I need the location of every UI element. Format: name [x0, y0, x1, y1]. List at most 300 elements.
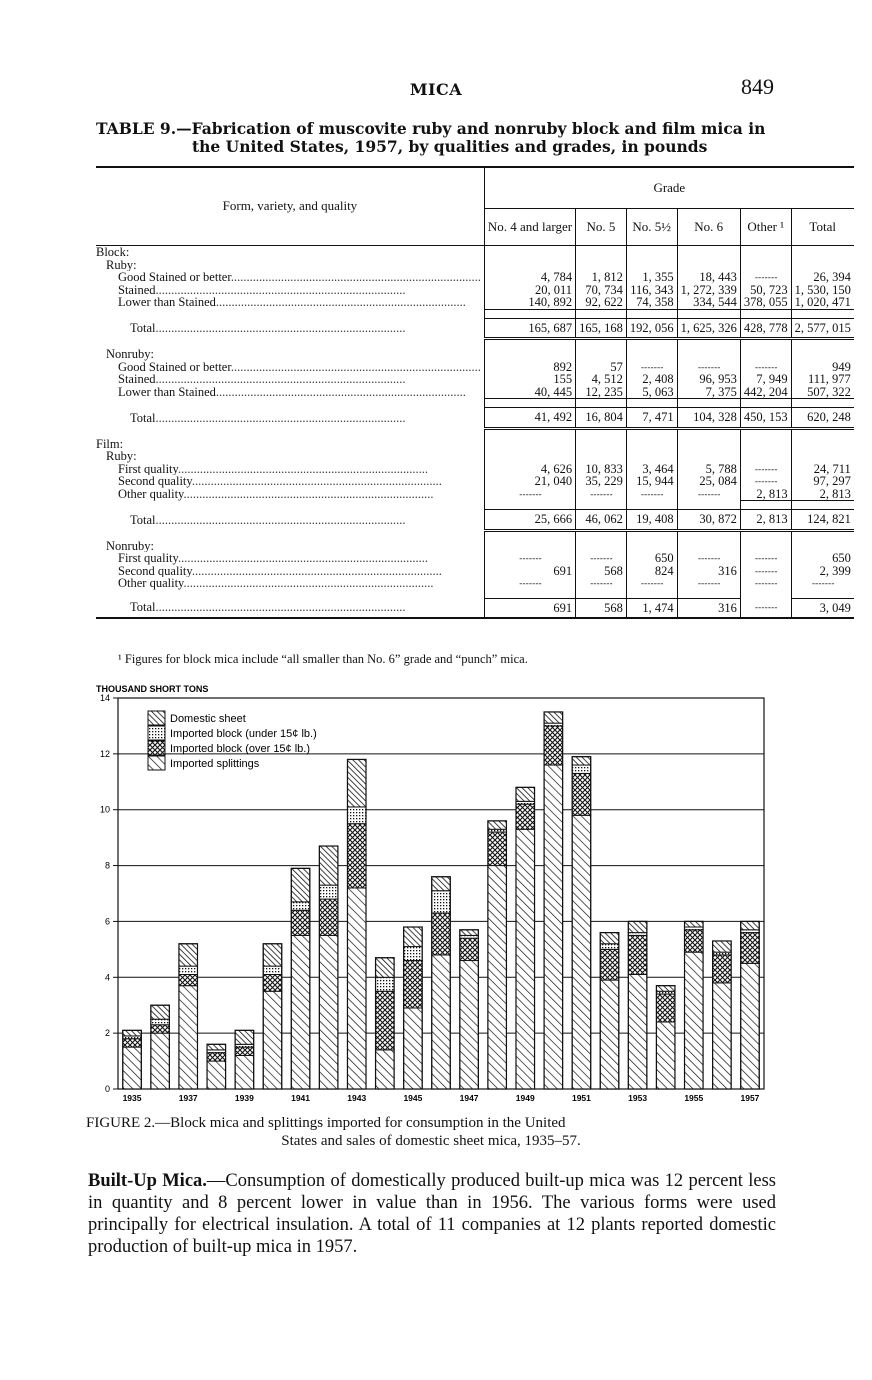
value-cell: 12, 235 [576, 386, 627, 399]
empty-cell: - - - - - - - [740, 552, 791, 565]
data-row [96, 488, 854, 501]
row-label-text: Total [130, 600, 156, 615]
bar-segment [207, 1053, 226, 1061]
bar-segment [123, 1030, 142, 1036]
x-tick-label: 1945 [403, 1093, 423, 1103]
bar-segment [263, 974, 282, 991]
bar-segment [572, 815, 591, 1089]
legend-swatch [148, 756, 165, 770]
row-label-text: Second quality [118, 564, 192, 577]
row-label-text: Total [130, 410, 156, 425]
leader-dots: ................................................................................ [155, 373, 406, 386]
spacer-row [96, 339, 854, 349]
bar-segment [713, 955, 732, 983]
empty-cell: - - - - - - - [576, 577, 627, 590]
leader-dots: ................................................................................ [177, 462, 428, 475]
bar-segment [319, 899, 338, 935]
bar-segment [235, 1030, 254, 1044]
leader-dots: ................................................................................ [230, 360, 481, 373]
bar-segment [179, 986, 198, 1089]
row-label [96, 318, 484, 339]
bar-segment [291, 910, 310, 935]
value-cell: 2, 577, 015 [791, 318, 854, 339]
value-cell: 5, 788 [677, 463, 740, 476]
value-cell: 1, 530, 150 [791, 284, 854, 297]
x-tick-label: 1943 [347, 1093, 367, 1103]
value-cell: 111, 977 [791, 373, 854, 386]
value-cell: 116, 343 [626, 284, 677, 297]
bar-segment [291, 935, 310, 1089]
empty-cell: - - - - - - - [740, 565, 791, 578]
bar-segment [291, 868, 310, 902]
value-cell: 2, 813 [740, 488, 791, 501]
bar-segment [460, 961, 479, 1089]
row-label [96, 271, 484, 284]
data-row [96, 552, 854, 565]
row-label-text: First quality [118, 462, 178, 475]
row-label [96, 577, 484, 590]
value-cell: 46, 062 [576, 510, 627, 531]
value-cell: 97, 297 [791, 475, 854, 488]
row-label [96, 386, 484, 399]
bar-segment [376, 977, 395, 991]
bar-segment [432, 877, 451, 891]
value-cell: 1, 812 [576, 271, 627, 284]
value-cell: 442, 204 [740, 386, 791, 399]
paragraph-text: —Consumption of domestically produced built-up mica was 12 percent less in quantity and 8 percent lower in value than in 1956. The various forms were used principally for electrical insulation. A total of 11 companies at 12 plants reported domestic production of built-up mica in 1957. [88, 1171, 776, 1257]
row-label [96, 565, 484, 578]
value-cell: 92, 622 [576, 296, 627, 309]
grade-header: Grade [484, 167, 853, 209]
empty-cell: - - - - - - - [740, 271, 791, 284]
chart-svg [80, 680, 780, 1105]
column-header: Other ¹ [740, 209, 791, 246]
bar-segment [460, 938, 479, 960]
bar-segment [488, 832, 507, 866]
bar-segment [347, 807, 366, 824]
bar-segment [263, 991, 282, 1089]
figure-caption [86, 1114, 776, 1150]
row-label-text: Other quality [118, 577, 184, 590]
value-cell: 41, 492 [484, 408, 575, 429]
row-label [96, 552, 484, 565]
spacer-row [96, 590, 854, 599]
x-tick-label: 1951 [571, 1093, 591, 1103]
y-tick-label: 0 [104, 1084, 110, 1094]
bar-segment [600, 980, 619, 1089]
row-label-text: Stained [118, 283, 156, 296]
bar-segment [376, 958, 395, 978]
bar-segment [123, 1039, 142, 1047]
value-cell: 2, 813 [740, 510, 791, 531]
value-cell: 21, 040 [484, 475, 575, 488]
x-tick-label: 1941 [291, 1093, 311, 1103]
bar-segment [207, 1044, 226, 1050]
data-row [96, 361, 854, 374]
row-label [96, 361, 484, 374]
data-row [96, 386, 854, 399]
bar-segment [600, 944, 619, 950]
legend-label: Imported block (under 15¢ lb.) [170, 728, 317, 740]
bar-segment [741, 963, 760, 1089]
bar-segment [488, 821, 507, 829]
leader-dots: ................................................................................ [230, 271, 481, 284]
y-tick-label: 14 [99, 693, 110, 703]
leader-dots: ................................................................................ [155, 410, 406, 425]
bar-segment [741, 921, 760, 929]
leader-dots: ................................................................................ [215, 385, 466, 399]
bar-segment [572, 765, 591, 773]
row-label [96, 296, 484, 309]
value-cell: 20, 011 [484, 284, 575, 297]
bar-segment [600, 949, 619, 980]
value-cell: 57 [576, 361, 627, 374]
value-cell: 316 [677, 565, 740, 578]
bar-segment [376, 991, 395, 1050]
value-cell: 4, 626 [484, 463, 575, 476]
row-label-text: First quality [118, 552, 178, 565]
row-label-text: Other quality [118, 487, 184, 501]
leader-dots: ................................................................................ [183, 487, 434, 501]
value-cell: 824 [626, 565, 677, 578]
variety-row-label: Nonruby: [106, 539, 154, 552]
column-header: No. 5½ [626, 209, 677, 246]
column-header: No. 4 and larger [484, 209, 575, 246]
legend-label: Domestic sheet [170, 713, 246, 725]
row-label [96, 408, 484, 429]
bar-segment [544, 712, 563, 723]
empty-cell: - - - - - - - [626, 577, 677, 590]
leader-dots: ................................................................................ [191, 475, 442, 488]
chart-legend [148, 711, 317, 770]
bar-segment [432, 955, 451, 1089]
bar-segment [685, 930, 704, 952]
total-row [96, 598, 854, 618]
data-row [96, 463, 854, 476]
bar-segment [516, 829, 535, 1089]
table-body [96, 246, 854, 619]
bar-segment [516, 787, 535, 801]
bar-segment [347, 759, 366, 806]
empty-cell: - - - - - - - [740, 475, 791, 488]
value-cell: 3, 049 [791, 598, 854, 618]
y-axis-label: THOUSAND SHORT TONS [96, 684, 209, 694]
bar-segment [179, 944, 198, 966]
variety-row [96, 259, 854, 272]
value-cell: 691 [484, 598, 575, 618]
table-title [96, 120, 776, 156]
column-header: No. 6 [677, 209, 740, 246]
row-label [96, 373, 484, 386]
value-cell: 5, 063 [626, 386, 677, 399]
bar-segment [151, 1033, 170, 1089]
empty-cell: - - - - - - - [576, 488, 627, 501]
bar-segment [572, 757, 591, 765]
y-tick-label: 2 [104, 1028, 110, 1039]
data-row [96, 565, 854, 578]
bar-segment [713, 941, 732, 952]
data-row [96, 577, 854, 590]
bar-segment [179, 966, 198, 974]
legend-swatch [148, 711, 165, 725]
bar-segment [263, 944, 282, 966]
empty-cell: - - - - - - - [677, 577, 740, 590]
value-cell: 507, 322 [791, 386, 854, 399]
value-cell: 7, 471 [626, 408, 677, 429]
value-cell: 7, 375 [677, 386, 740, 399]
value-cell: 1, 474 [626, 598, 677, 618]
row-label [96, 488, 484, 501]
value-cell: 25, 666 [484, 510, 575, 531]
bar-segment [516, 804, 535, 829]
empty-cell: - - - - - - - [677, 361, 740, 374]
value-cell: 50, 723 [740, 284, 791, 297]
empty-cell: - - - - - - - [626, 488, 677, 501]
table-title-line-2: the United States, 1957, by qualities and grades, in pounds [192, 137, 708, 156]
value-cell: 568 [576, 565, 627, 578]
data-row [96, 284, 854, 297]
value-cell: 650 [791, 552, 854, 565]
row-label-text: Stained [118, 373, 156, 386]
value-cell: 4, 512 [576, 373, 627, 386]
value-cell: 74, 358 [626, 296, 677, 309]
data-row [96, 475, 854, 488]
value-cell: 334, 544 [677, 296, 740, 309]
x-tick-label: 1953 [628, 1093, 648, 1103]
row-label-text: Lower than Stained [118, 296, 216, 309]
empty-cell: - - - - - - - [576, 552, 627, 565]
value-cell: 2, 408 [626, 373, 677, 386]
value-cell: 691 [484, 565, 575, 578]
value-cell: 892 [484, 361, 575, 374]
value-cell: 428, 778 [740, 318, 791, 339]
bar-segment [432, 891, 451, 913]
bar-segment [123, 1047, 142, 1089]
row-label-text: Lower than Stained [118, 385, 216, 399]
form-row-label: Film: [96, 437, 124, 450]
value-cell: 140, 892 [484, 296, 575, 309]
empty-cell: - - - - - - - [484, 577, 575, 590]
value-cell: 25, 084 [677, 475, 740, 488]
variety-row [96, 348, 854, 361]
x-tick-label: 1955 [684, 1093, 704, 1103]
bar-segment [319, 935, 338, 1089]
page-header [96, 74, 776, 104]
bar-segment [404, 947, 423, 961]
x-tick-labels [123, 1093, 760, 1103]
value-cell: 1, 020, 471 [791, 296, 854, 309]
table-footnote: ¹ Figures for block mica include “all smaller than No. 6” grade and “punch” mica. [118, 652, 528, 666]
bar-segment [656, 994, 675, 1022]
bar-segment [628, 921, 647, 932]
empty-cell: - - - - - - - [484, 488, 575, 501]
row-label-text: Second quality [118, 475, 192, 488]
value-cell: 24, 711 [791, 463, 854, 476]
bar-segment [544, 726, 563, 765]
empty-cell: - - - - - - - [740, 598, 791, 618]
spacer-row [96, 501, 854, 510]
mica-import-chart [80, 680, 780, 1105]
running-title: MICA [409, 80, 463, 99]
row-label [96, 284, 484, 297]
legend-swatch [148, 726, 165, 740]
data-row [96, 296, 854, 309]
y-tick-label: 12 [99, 748, 110, 759]
value-cell: 650 [626, 552, 677, 565]
empty-cell: - - - - - - - [740, 577, 791, 590]
value-cell: 15, 944 [626, 475, 677, 488]
bar-segment [628, 974, 647, 1089]
legend-label: Imported block (over 15¢ lb.) [170, 743, 311, 755]
row-label [96, 463, 484, 476]
bar-segment [544, 765, 563, 1089]
leader-dots: ................................................................................ [191, 564, 442, 577]
total-row [96, 318, 854, 339]
bar-segment [432, 913, 451, 955]
empty-cell: - - - - - - - [677, 552, 740, 565]
y-tick-label: 10 [99, 804, 110, 815]
y-tick-labels [100, 693, 110, 1094]
value-cell: 10, 833 [576, 463, 627, 476]
bar-segment [207, 1061, 226, 1089]
figure-caption-line-2: States and sales of domestic sheet mica, 1935–57. [281, 1133, 581, 1149]
variety-row-label: Ruby: [106, 450, 137, 463]
bar-segment [685, 952, 704, 1089]
bar-segment [628, 935, 647, 974]
bar-segment [404, 927, 423, 947]
row-label [96, 598, 484, 618]
value-cell: 26, 394 [791, 271, 854, 284]
variety-row [96, 540, 854, 553]
row-label [96, 510, 484, 531]
value-cell: 165, 168 [576, 318, 627, 339]
value-cell: 2, 813 [791, 488, 854, 501]
value-cell: 568 [576, 598, 627, 618]
bar-segment [572, 773, 591, 815]
bar-segment [151, 1019, 170, 1025]
spacer-row [96, 399, 854, 408]
x-tick-label: 1935 [122, 1093, 142, 1103]
column-header: Total [791, 209, 854, 246]
form-row-label: Block: [96, 245, 130, 259]
total-row [96, 408, 854, 429]
spacer-row [96, 309, 854, 318]
value-cell: 18, 443 [677, 271, 740, 284]
value-cell: 192, 056 [626, 318, 677, 339]
bar-segment [741, 933, 760, 964]
value-cell: 378, 055 [740, 296, 791, 309]
leader-dots: ................................................................................ [183, 577, 434, 590]
value-cell: 1, 272, 339 [677, 284, 740, 297]
value-cell: 450, 153 [740, 408, 791, 429]
bar-segment [600, 933, 619, 944]
total-row [96, 510, 854, 531]
empty-cell: - - - - - - - [626, 361, 677, 374]
value-cell: 2, 399 [791, 565, 854, 578]
bar-segment [235, 1047, 254, 1055]
y-tick-label: 4 [104, 972, 110, 983]
data-row [96, 373, 854, 386]
column-header: No. 5 [576, 209, 627, 246]
bar-segment [488, 866, 507, 1089]
stub-header: Form, variety, and quality [96, 167, 484, 246]
value-cell: 40, 445 [484, 386, 575, 399]
bar-segment [291, 902, 310, 910]
x-tick-label: 1949 [515, 1093, 535, 1103]
bar-segment [713, 983, 732, 1089]
spacer-row [96, 428, 854, 438]
y-tick-label: 6 [104, 916, 110, 927]
bar-segment [376, 1050, 395, 1089]
value-cell: 620, 248 [791, 408, 854, 429]
row-label [96, 475, 484, 488]
fabrication-table [96, 166, 854, 619]
x-tick-label: 1937 [178, 1093, 198, 1103]
spacer-row [96, 530, 854, 540]
legend-swatch [148, 741, 165, 755]
row-label-text: Total [130, 321, 156, 335]
bar-segment [151, 1005, 170, 1019]
value-cell: 7, 949 [740, 373, 791, 386]
value-cell: 30, 872 [677, 510, 740, 531]
data-row [96, 271, 854, 284]
row-label-text: Good Stained or better [118, 271, 231, 284]
table-title-line-1: TABLE 9.—Fabrication of muscovite ruby and nonruby block and film mica in [96, 119, 766, 138]
page-number: 849 [741, 74, 774, 99]
legend-label: Imported splittings [170, 758, 260, 770]
value-cell: 155 [484, 373, 575, 386]
bar-segment [656, 986, 675, 992]
bar-segment [235, 1055, 254, 1089]
empty-cell: - - - - - - - [484, 552, 575, 565]
variety-row [96, 450, 854, 463]
bar-segment [685, 921, 704, 927]
value-cell: 165, 687 [484, 318, 575, 339]
variety-row-label: Nonruby: [106, 348, 154, 361]
built-up-mica-paragraph [88, 1170, 776, 1258]
figure-caption-line-1: FIGURE 2.—Block mica and splittings imported for consumption in the United [86, 1115, 566, 1131]
bar-segment [319, 846, 338, 885]
bar-segment [347, 824, 366, 888]
bar-segment [656, 1022, 675, 1089]
value-cell: 35, 229 [576, 475, 627, 488]
value-cell: 70, 734 [576, 284, 627, 297]
form-row [96, 246, 854, 259]
leader-dots: ................................................................................ [177, 552, 428, 565]
bar-segment [263, 966, 282, 974]
value-cell: 124, 821 [791, 510, 854, 531]
empty-cell: - - - - - - - [740, 361, 791, 374]
empty-cell: - - - - - - - [677, 488, 740, 501]
value-cell: 4, 784 [484, 271, 575, 284]
x-tick-label: 1947 [459, 1093, 479, 1103]
value-cell: 16, 804 [576, 408, 627, 429]
leader-dots: ................................................................................ [155, 321, 406, 335]
value-cell: 104, 328 [677, 408, 740, 429]
bar-segment [179, 974, 198, 985]
leader-dots: ................................................................................ [155, 512, 406, 527]
value-cell: 3, 464 [626, 463, 677, 476]
bar-segment [460, 930, 479, 936]
x-tick-label: 1957 [740, 1093, 760, 1103]
bar-segment [319, 885, 338, 899]
bar-segment [347, 888, 366, 1089]
x-tick-label: 1939 [234, 1093, 254, 1103]
row-label-text: Good Stained or better [118, 360, 231, 373]
row-label-text: Total [130, 512, 156, 527]
value-cell: 19, 408 [626, 510, 677, 531]
bar-segment [151, 1025, 170, 1033]
